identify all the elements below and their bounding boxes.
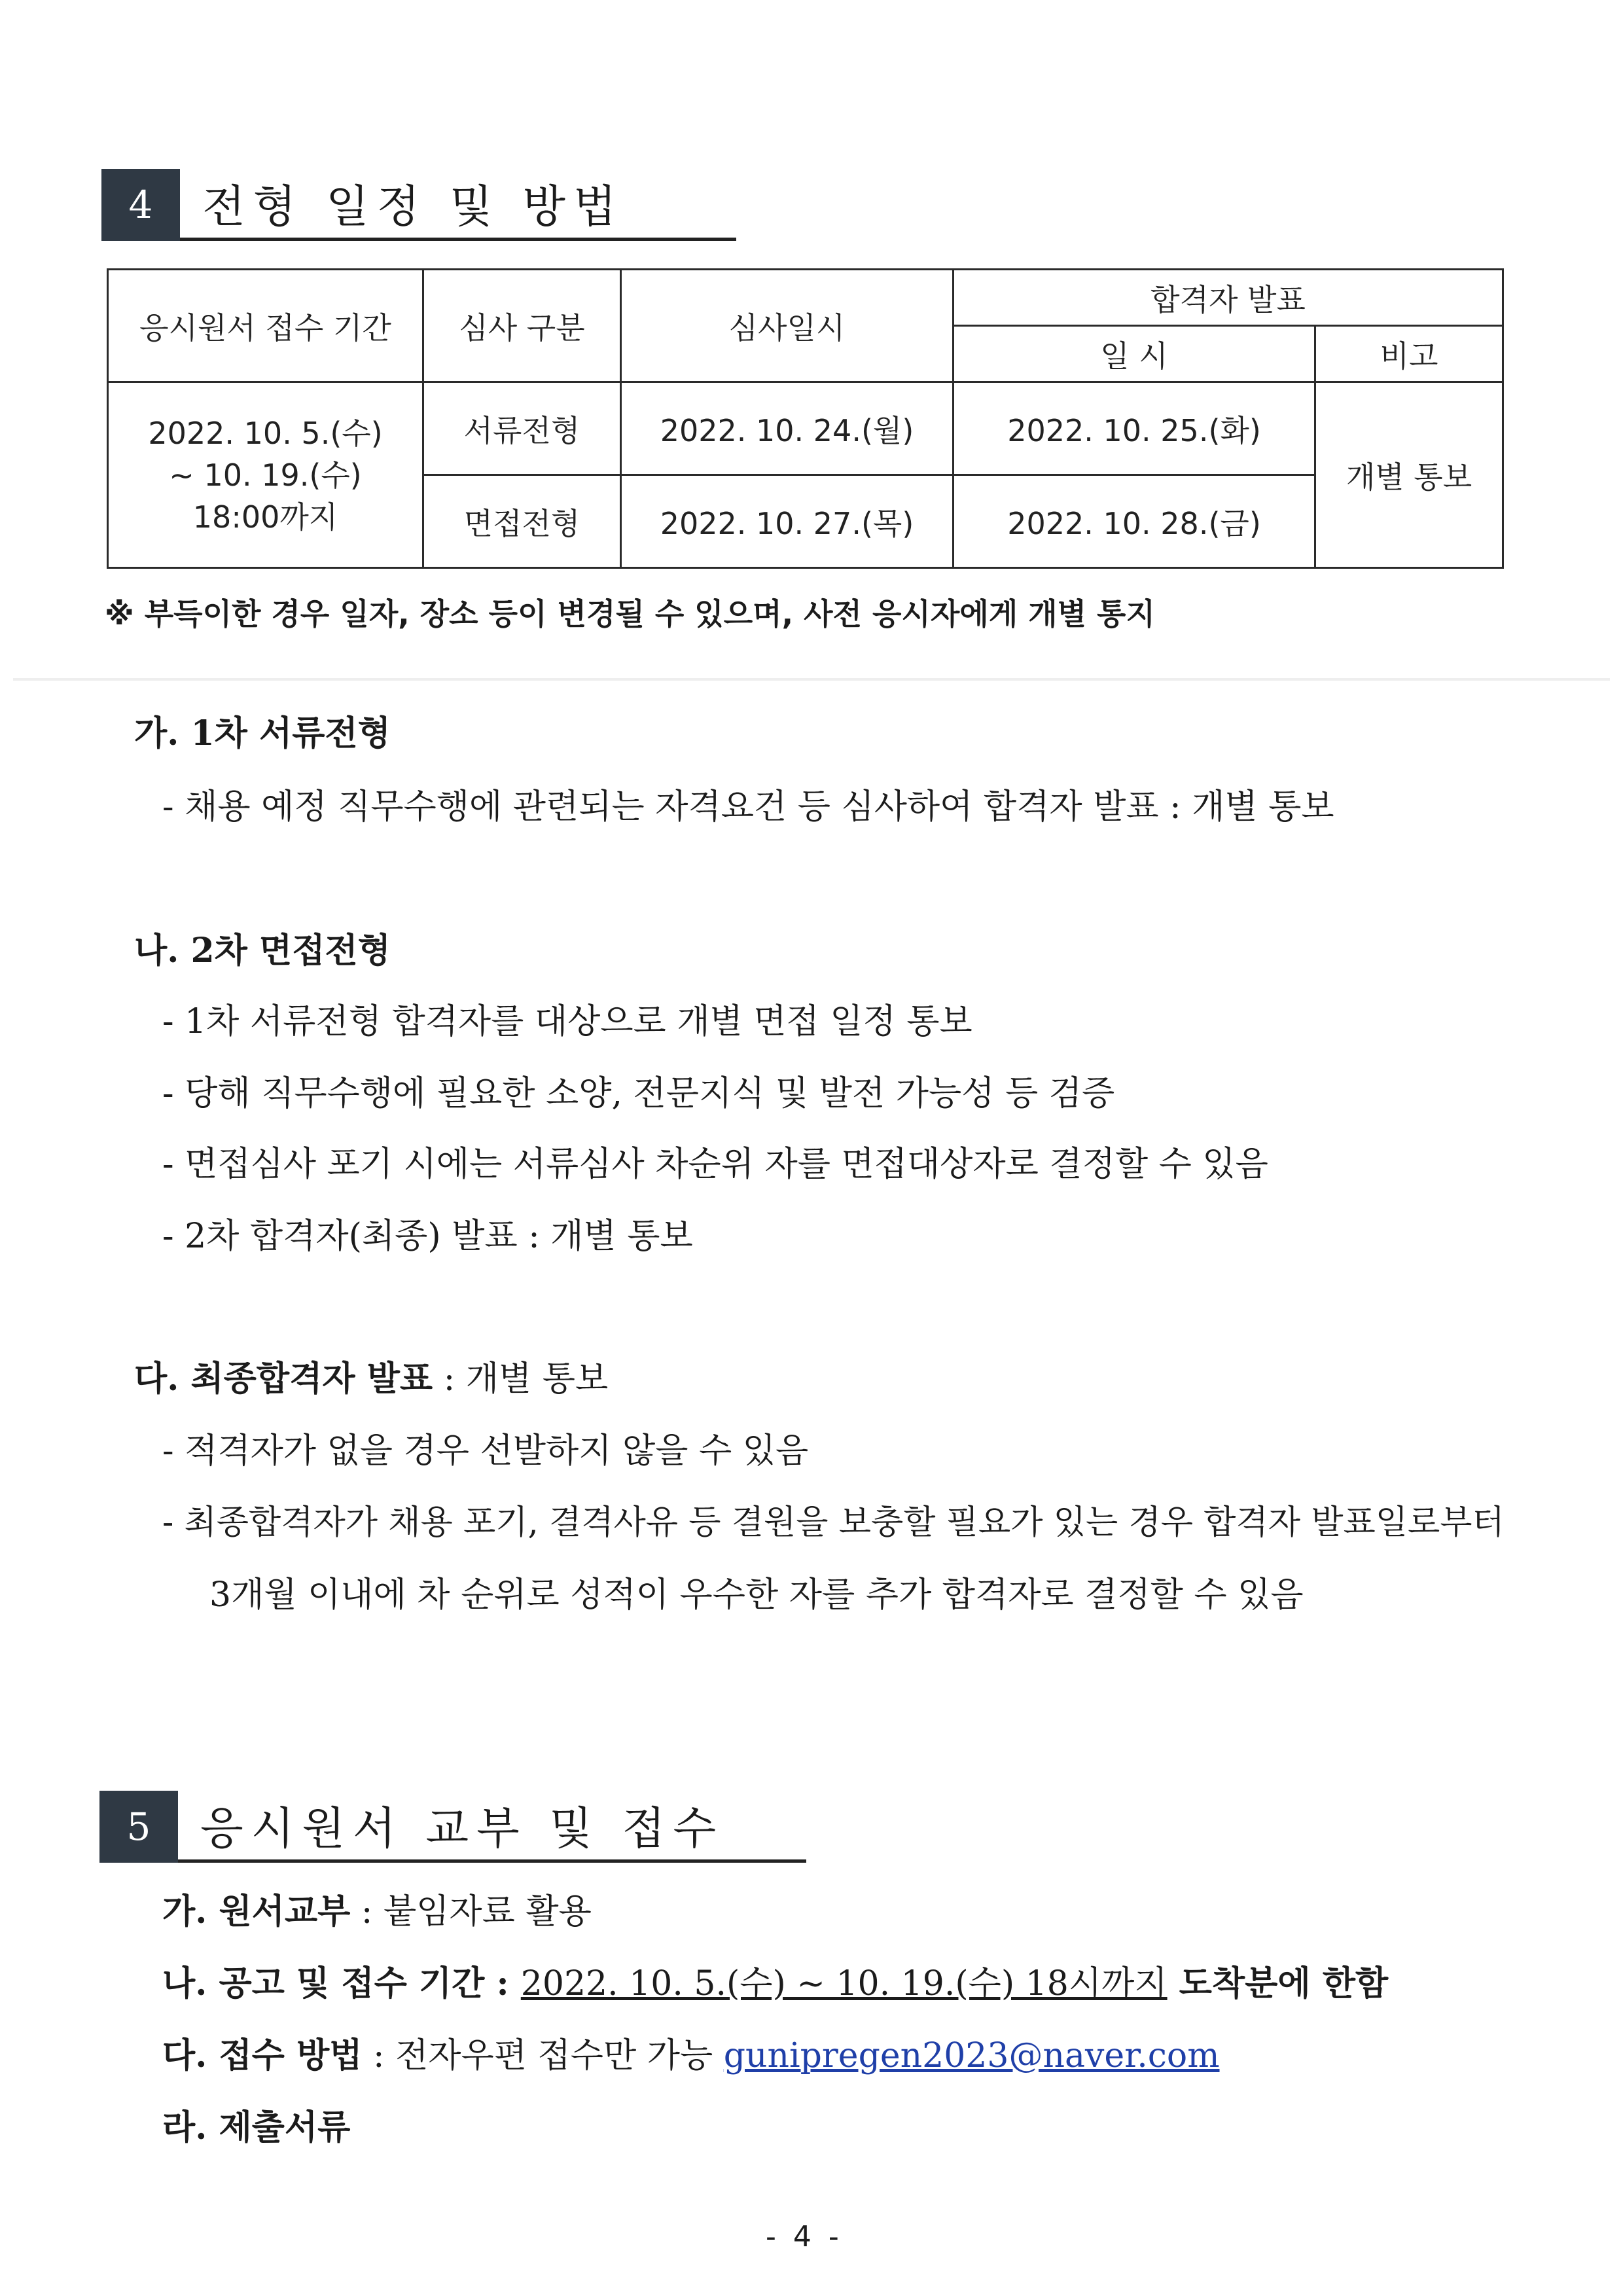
period-cell xyxy=(108,382,423,568)
row1-review-date: 2022. 10. 24.(월) xyxy=(621,382,954,475)
period-value: 2022. 10. 5.(수) ~ 10. 19.(수) 18시까지 xyxy=(520,1964,1168,2003)
header-category: 심사 구분 xyxy=(423,270,621,382)
stage3-heading-value: : 개별 통보 xyxy=(433,1359,609,1399)
period-start: 2022. 10. 5.(수) xyxy=(148,415,383,451)
stage2-heading: 나. 2차 면접전형 xyxy=(134,931,391,971)
period-end: ~ 10. 19.(수) xyxy=(169,457,362,493)
method-value: : 전자우편 접수만 가능 xyxy=(362,2036,724,2075)
period-label: 나. 공고 및 접수 기간 : xyxy=(162,1964,521,2003)
header-period: 응시원서 접수 기간 xyxy=(108,270,423,382)
method-item xyxy=(162,2028,1220,2077)
stage1-heading: 가. 1차 서류전형 xyxy=(134,713,391,753)
section-number-badge: 5 xyxy=(99,1791,178,1863)
row1-category: 서류전형 xyxy=(423,382,621,475)
stage3-item-continued: 3개월 이내에 차 순위로 성적이 우수한 자를 추가 합격자로 결정할 수 있음 xyxy=(209,1575,1304,1615)
stage2-item: - 1차 서류전형 합격자를 대상으로 개별 면접 일정 통보 xyxy=(162,1002,972,1041)
stage2-item: - 면접심사 포기 시에는 서류심사 차순위 자를 면접대상자로 결정할 수 있음 xyxy=(162,1145,1268,1184)
header-announce: 합격자 발표 xyxy=(954,270,1503,326)
section-5-header xyxy=(99,1791,806,1863)
issue-value: : 붙임자료 활용 xyxy=(350,1892,592,1931)
schedule-table xyxy=(107,268,1504,569)
row2-category: 면접전형 xyxy=(423,475,621,568)
header-note: 비고 xyxy=(1315,326,1503,382)
issue-label: 가. 원서교부 xyxy=(162,1892,351,1931)
section-number-badge: 4 xyxy=(101,169,180,241)
stage3-item: - 최종합격자가 채용 포기, 결격사유 등 결원을 보충할 필요가 있는 경우 합격자 발표일로부터 xyxy=(162,1503,1505,1542)
stage3-item: - 적격자가 없을 경우 선발하지 않을 수 있음 xyxy=(162,1431,809,1471)
section-title: 전형 일정 및 방법 xyxy=(180,169,736,241)
divider xyxy=(13,678,1610,681)
stage3-heading-label: 다. 최종합격자 발표 xyxy=(134,1359,433,1399)
stage2-item: - 당해 직무수행에 필요한 소양, 전문지식 및 발전 가능성 등 검증 xyxy=(162,1074,1115,1113)
stage2-item: - 2차 합격자(최종) 발표 : 개별 통보 xyxy=(162,1217,693,1256)
issue-item xyxy=(162,1884,592,1933)
section-4-header xyxy=(101,169,736,241)
period-item xyxy=(162,1956,1388,2005)
stage3-heading xyxy=(134,1351,608,1400)
row2-announce-date: 2022. 10. 28.(금) xyxy=(954,475,1315,568)
header-announce-date: 일 시 xyxy=(954,326,1315,382)
row2-review-date: 2022. 10. 27.(목) xyxy=(621,475,954,568)
page-number: - 4 - xyxy=(766,2220,843,2253)
header-review-date: 심사일시 xyxy=(621,270,954,382)
stage1-item: - 채용 예정 직무수행에 관련되는 자격요건 등 심사하여 합격자 발표 : 개별 통보 xyxy=(162,787,1334,827)
documents-item: 라. 제출서류 xyxy=(162,2108,351,2147)
period-time: 18:00까지 xyxy=(192,499,338,535)
email-link[interactable]: gunipregen2023@naver.com xyxy=(723,2036,1220,2075)
section-title: 응시원서 교부 및 접수 xyxy=(178,1791,806,1863)
period-suffix: 도착분에 한함 xyxy=(1167,1964,1389,2003)
row1-announce-date: 2022. 10. 25.(화) xyxy=(954,382,1315,475)
method-label: 다. 접수 방법 xyxy=(162,2036,363,2075)
schedule-notice: ※ 부득이한 경우 일자, 장소 등이 변경될 수 있으며, 사전 응시자에게 개별 통지 xyxy=(105,596,1155,632)
note-cell: 개별 통보 xyxy=(1315,382,1503,568)
